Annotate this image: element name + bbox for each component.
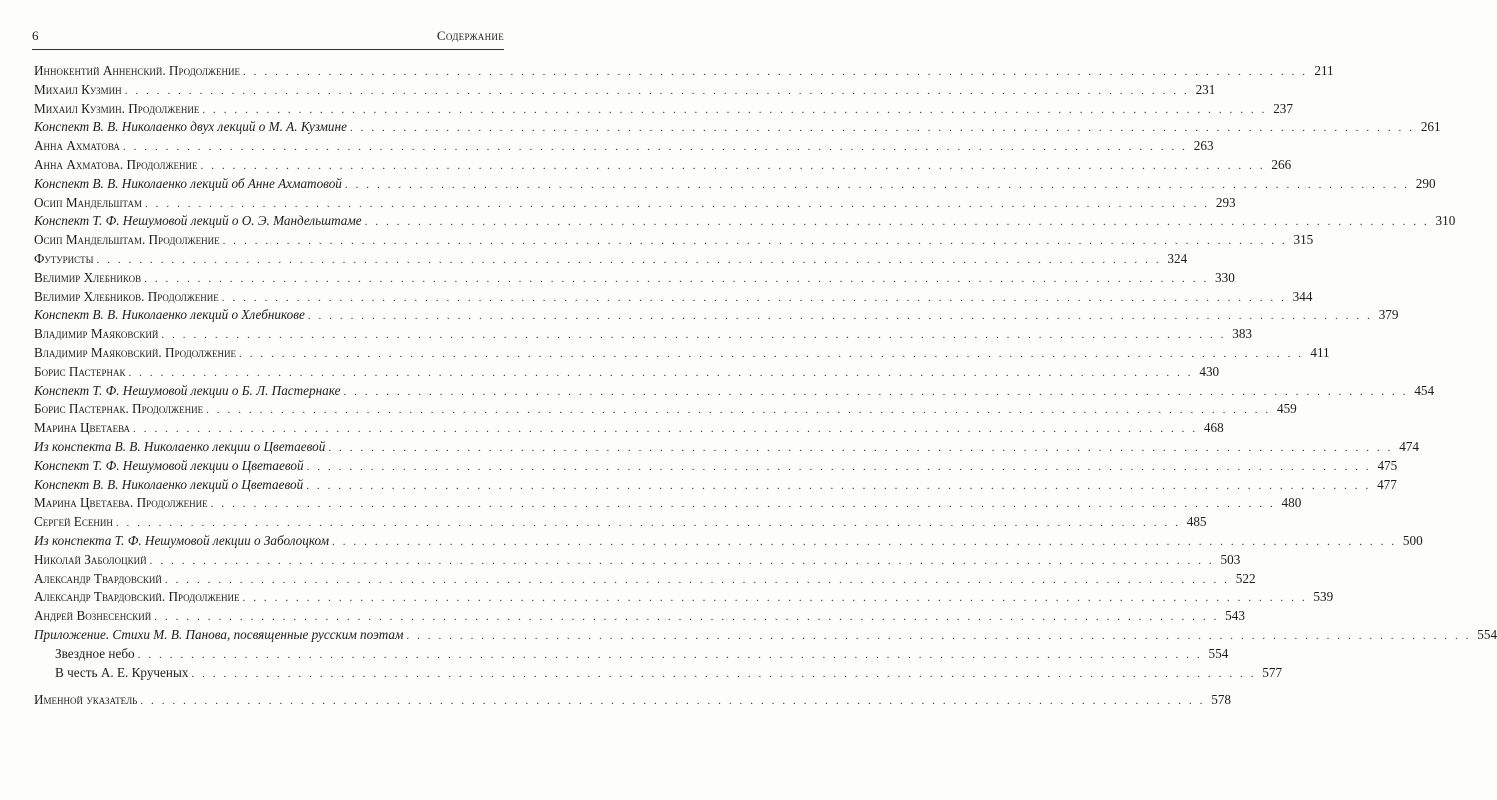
toc-entry-title: Андрей Вознесенский [34, 608, 152, 624]
toc-entry-page: 474 [1399, 438, 1419, 454]
dot-leader [206, 401, 1271, 420]
toc-entry-page: 477 [1377, 476, 1397, 492]
toc-entry-page: 383 [1232, 326, 1253, 342]
dot-leader [350, 119, 1415, 138]
dot-leader [223, 232, 1288, 251]
dot-leader [144, 270, 1209, 289]
dot-leader [328, 439, 1393, 458]
toc-entry-title: Конспект Т. Ф. Нешумовой лекции о Цветаевой [34, 457, 304, 473]
toc-entry-page: 522 [1235, 570, 1256, 586]
dot-leader [125, 82, 1190, 101]
toc-entry[interactable] [34, 306, 1399, 325]
toc-entry-title: Анна Ахматова [34, 138, 120, 154]
toc-entry-page: 330 [1215, 269, 1235, 285]
toc-entry-page: 577 [1262, 664, 1283, 680]
toc-entry-title: Владимир Маяковский. Продолжение [34, 344, 236, 360]
header-rule [32, 49, 504, 50]
toc-entry-title: Михаил Кузмин [34, 81, 122, 97]
toc-entry-title: Именной указатель [34, 692, 138, 708]
dot-leader [165, 571, 1230, 590]
toc-entry-page: 480 [1281, 495, 1302, 511]
toc-entry-title: Конспект В. В. Николаенко лекций об Анне Ахматовой [34, 175, 342, 191]
toc-entry[interactable] [34, 363, 1220, 382]
toc-entry[interactable] [34, 175, 1436, 194]
dot-leader [97, 251, 1162, 270]
toc-entry-title: Сергей Есенин [34, 514, 113, 530]
toc-entry[interactable] [34, 438, 1419, 457]
toc-entry[interactable] [34, 269, 1235, 288]
toc-entry[interactable] [34, 231, 1314, 250]
toc-entry-page: 324 [1167, 250, 1188, 266]
dot-leader [406, 627, 1471, 646]
dot-leader [202, 101, 1267, 120]
toc-entry-title: Марина Цветаева. Продолжение [34, 495, 208, 511]
toc-entry-title: Из конспекта В. В. Николаенко лекции о Цветаевой [34, 438, 326, 454]
dot-leader [343, 383, 1408, 402]
dot-leader [116, 514, 1181, 533]
toc-entry[interactable] [34, 513, 1207, 532]
toc-entry-title: Владимир Маяковский [34, 326, 159, 342]
dot-leader [332, 533, 1397, 552]
dot-leader [211, 495, 1276, 514]
dot-leader [222, 289, 1287, 308]
dot-leader [243, 63, 1308, 82]
toc-entry-page: 293 [1215, 194, 1236, 210]
toc-entry-page: 475 [1377, 457, 1398, 473]
dot-leader [140, 692, 1205, 711]
toc-entry-page: 231 [1195, 81, 1216, 97]
toc-entry-title: В честь А. Е. Крученых [55, 664, 189, 680]
toc-entry[interactable] [34, 194, 1236, 213]
toc-entry-title: Конспект В. В. Николаенко двух лекций о М. А. Кузмине [34, 119, 347, 135]
toc-entry[interactable] [34, 325, 1253, 344]
toc-entry-page: 310 [1435, 213, 1456, 229]
toc-entry-page: 543 [1225, 608, 1245, 624]
toc-entry-page: 261 [1420, 119, 1441, 135]
table-of-contents [34, 62, 1497, 710]
toc-entry-title: Михаил Кузмин. Продолжение [34, 100, 200, 116]
toc-entry[interactable] [34, 664, 1283, 683]
toc-entry-title: Марина Цветаева [34, 420, 131, 436]
toc-entry[interactable] [34, 118, 1441, 137]
running-section-title: Содержание [436, 28, 504, 43]
toc-entry-title: Велимир Хлебников [34, 269, 142, 285]
toc-entry[interactable] [34, 645, 1229, 664]
toc-entry-page: 344 [1292, 288, 1313, 304]
toc-entry[interactable] [34, 532, 1423, 551]
toc-entry-title: Звездное небо [55, 645, 135, 661]
toc-entry[interactable] [34, 344, 1330, 363]
toc-entry-page: 468 [1203, 420, 1224, 436]
toc-entry-title: Борис Пастернак [34, 363, 126, 379]
toc-entry[interactable] [34, 81, 1216, 100]
toc-entry-title: Александр Твардовский. Продолжение [34, 589, 240, 605]
dot-leader [365, 213, 1430, 232]
toc-entry[interactable] [34, 626, 1497, 645]
dot-leader [138, 646, 1203, 665]
page-number: 6 [32, 28, 39, 43]
dot-leader [150, 552, 1215, 571]
toc-entry[interactable] [34, 212, 1456, 231]
toc-entry[interactable] [34, 588, 1334, 607]
toc-entry-page: 500 [1402, 532, 1423, 548]
toc-entry-title: Борис Пастернак. Продолжение [34, 401, 204, 417]
dot-leader [191, 665, 1256, 684]
toc-entry-page: 379 [1378, 307, 1399, 323]
toc-entry-page: 237 [1273, 100, 1293, 116]
dot-leader [306, 477, 1371, 496]
dot-leader [133, 420, 1198, 439]
dot-leader [154, 608, 1219, 627]
toc-entry-page: 554 [1208, 645, 1229, 661]
toc-entry-page: 459 [1276, 401, 1297, 417]
toc-entry-page: 263 [1193, 138, 1214, 154]
toc-entry-title: Осип Мандельштам. Продолжение [34, 232, 220, 248]
toc-entry-title: Анна Ахматова. Продолжение [34, 156, 198, 172]
dot-leader [307, 458, 1372, 477]
toc-entry-title: Конспект В. В. Николаенко лекций о Цветаевой [34, 476, 304, 492]
toc-entry-title: Александр Твардовский [34, 570, 162, 586]
running-header [32, 28, 504, 46]
toc-entry[interactable] [34, 494, 1302, 513]
toc-entry[interactable] [34, 137, 1214, 156]
dot-leader [128, 364, 1193, 383]
toc-entry-title: Николай Заболоцкий [34, 551, 147, 567]
toc-entry[interactable] [34, 457, 1398, 476]
toc-entry-title: Конспект Т. Ф. Нешумовой лекции о Б. Л. Пастернаке [34, 382, 341, 398]
toc-entry[interactable] [34, 607, 1245, 626]
toc-entry-page: 503 [1220, 551, 1241, 567]
toc-entry[interactable] [34, 400, 1297, 419]
toc-entry-page: 315 [1293, 232, 1314, 248]
toc-entry-title: Приложение. Стихи М. В. Панова, посвященные русским поэтам [34, 626, 404, 642]
dot-leader [123, 138, 1188, 157]
toc-entry-page: 430 [1199, 363, 1220, 379]
dot-leader [345, 176, 1410, 195]
toc-entry[interactable] [34, 691, 1231, 710]
toc-entry[interactable] [34, 62, 1334, 81]
toc-entry-page: 578 [1211, 692, 1231, 708]
toc-entry-page: 211 [1314, 63, 1334, 78]
toc-entry[interactable] [34, 156, 1292, 175]
toc-entry-page: 454 [1414, 382, 1435, 398]
toc-entry-page: 411 [1310, 344, 1330, 360]
toc-entry[interactable] [34, 570, 1256, 589]
toc-entry[interactable] [34, 288, 1313, 307]
toc-entry-title: Конспект В. В. Николаенко лекций о Хлебникове [34, 307, 305, 323]
toc-entry[interactable] [34, 419, 1224, 438]
toc-entry-page: 539 [1313, 589, 1334, 605]
dot-leader [239, 345, 1304, 364]
toc-entry-page: 554 [1477, 626, 1497, 642]
dot-leader [243, 589, 1308, 608]
toc-entry[interactable] [34, 476, 1397, 495]
toc-entry[interactable] [34, 382, 1435, 401]
dot-leader [308, 307, 1373, 326]
toc-entry[interactable] [34, 551, 1241, 570]
toc-entry-page: 485 [1186, 514, 1207, 530]
toc-entry-title: Иннокентий Анненский. Продолжение [34, 63, 240, 78]
toc-entry-title: Осип Мандельштам [34, 194, 142, 210]
toc-entry-page: 290 [1415, 175, 1436, 191]
toc-entry-title: Конспект Т. Ф. Нешумовой лекций о О. Э. Мандельштаме [34, 213, 362, 229]
dot-leader [145, 195, 1210, 214]
toc-entry-page: 266 [1271, 156, 1292, 172]
toc-entry-title: Из конспекта Т. Ф. Нешумовой лекции о Заболоцком [34, 532, 330, 548]
toc-entry-title: Велимир Хлебников. Продолжение [34, 288, 219, 304]
dot-leader [161, 326, 1226, 345]
dot-leader [201, 157, 1266, 176]
toc-entry-title: Футуристы [34, 250, 94, 266]
toc-entry[interactable] [34, 250, 1188, 269]
toc-entry[interactable] [34, 100, 1293, 119]
